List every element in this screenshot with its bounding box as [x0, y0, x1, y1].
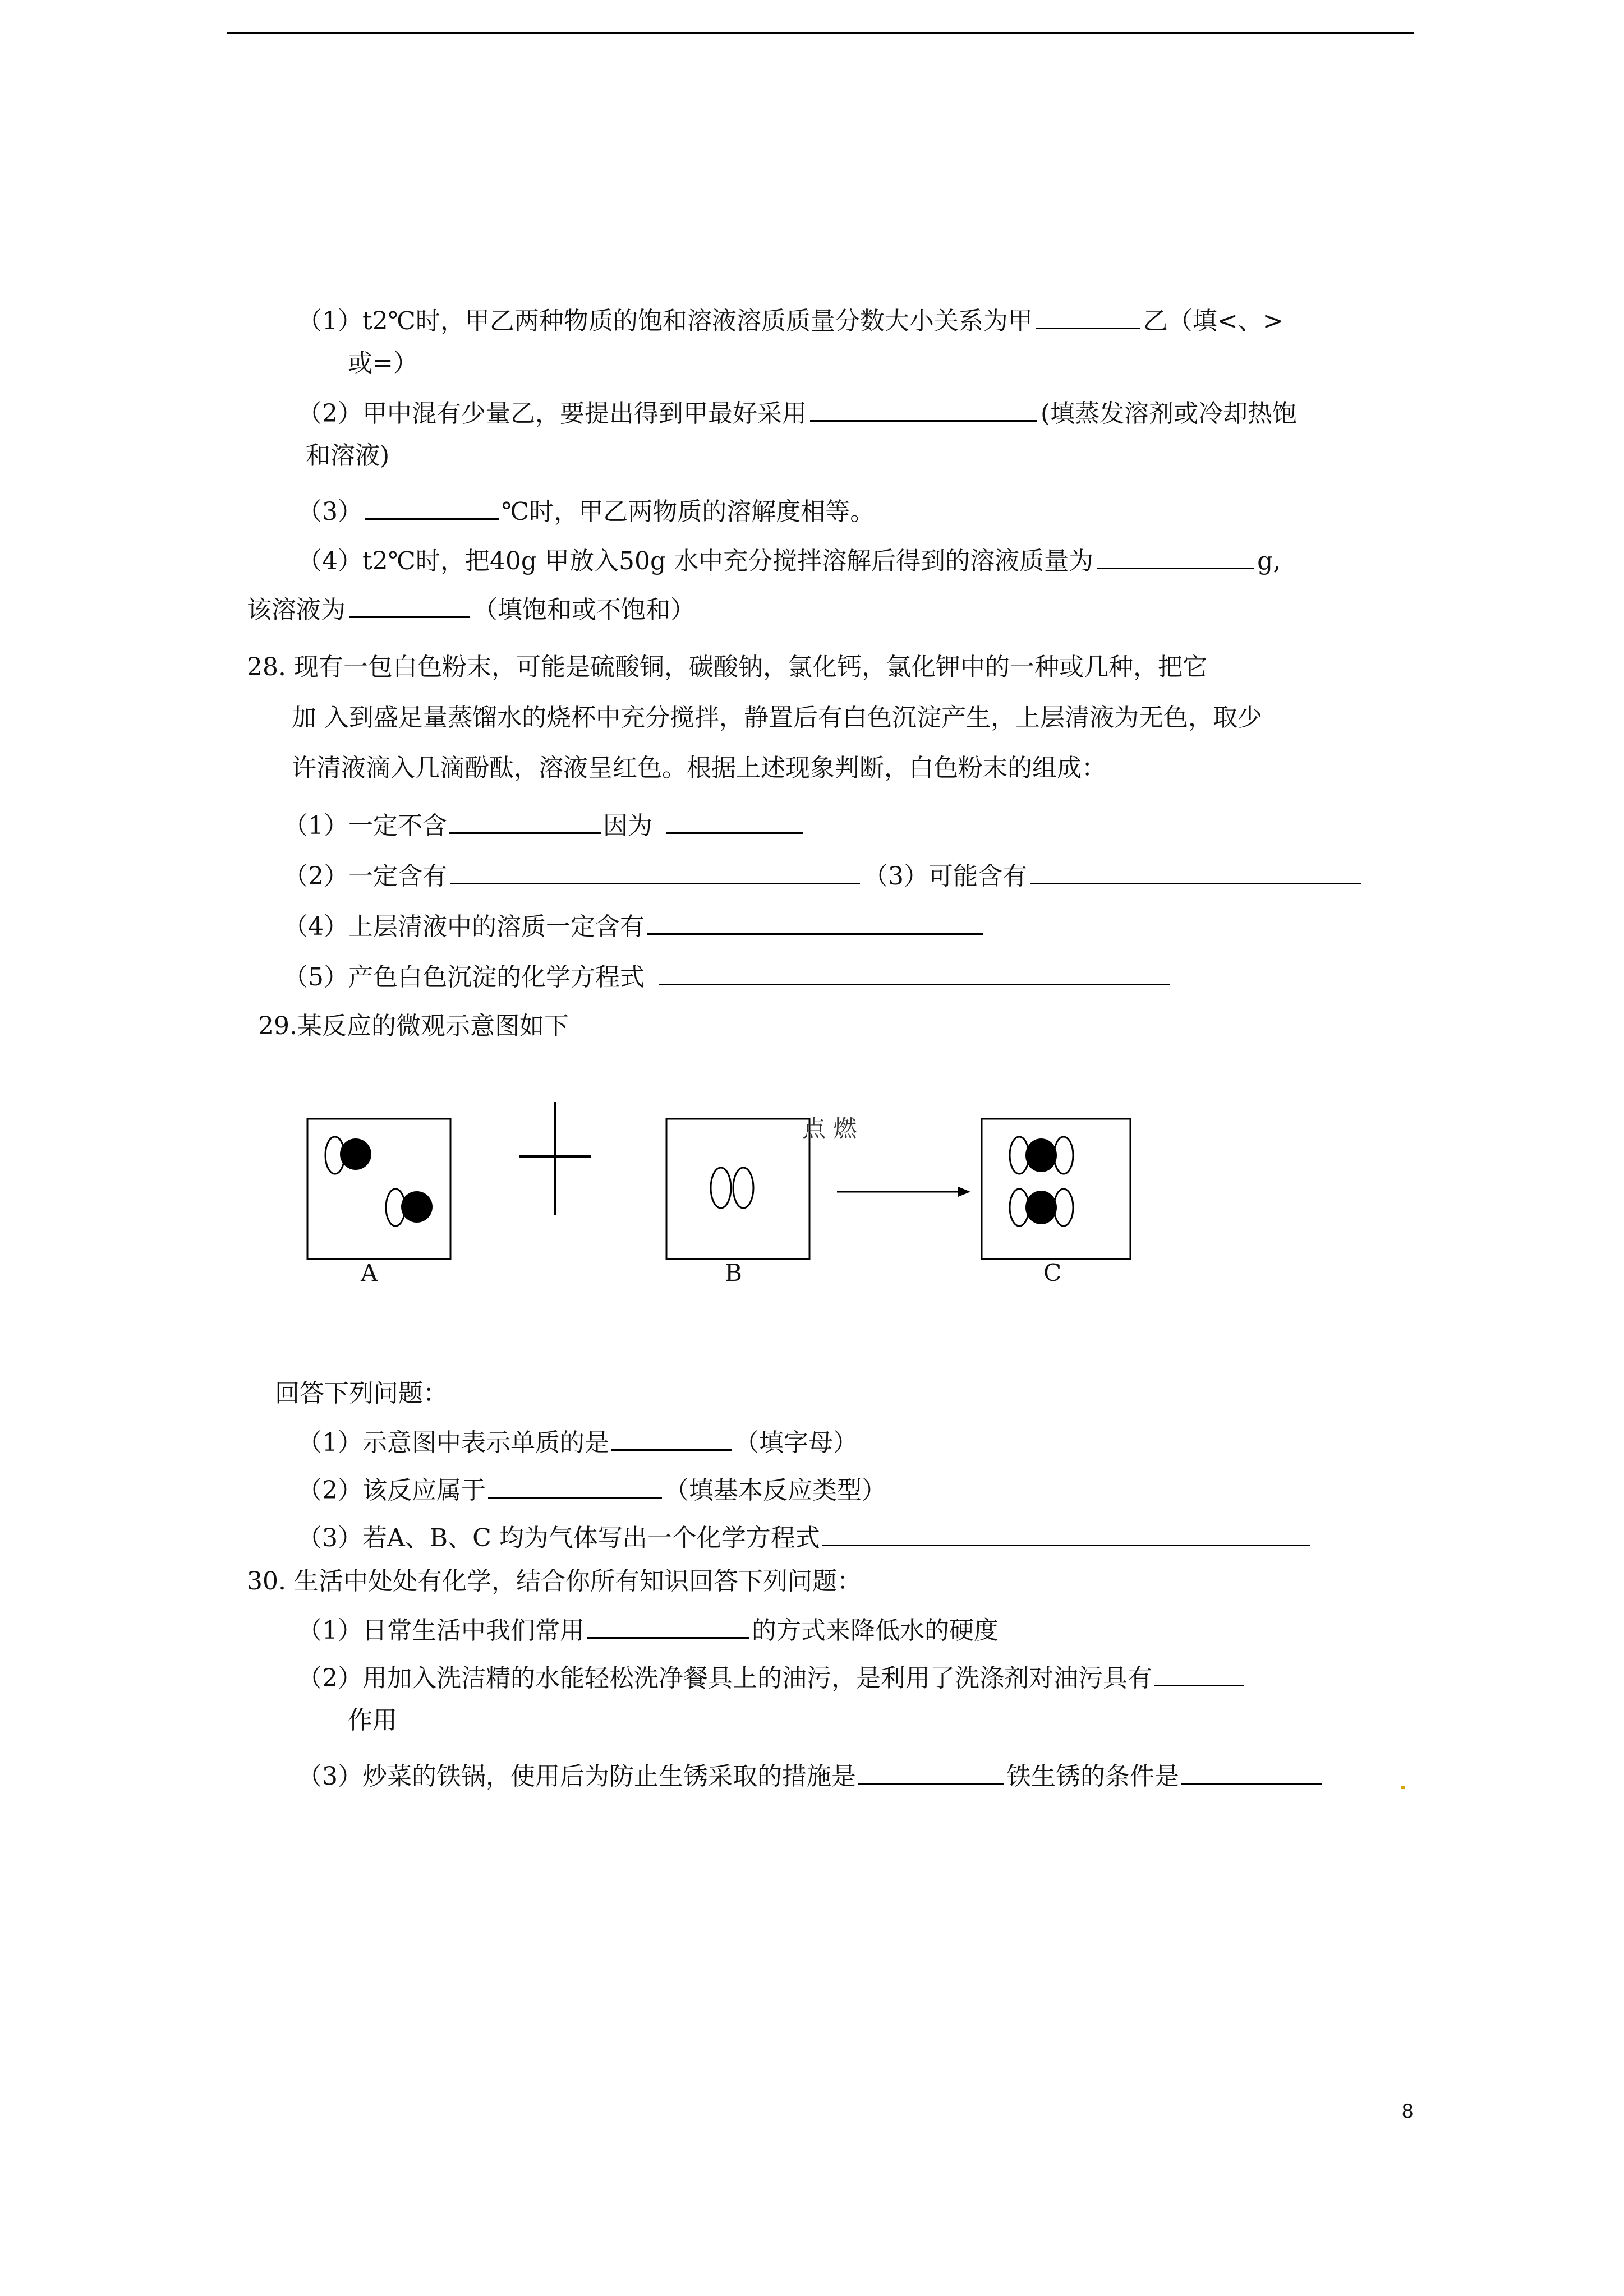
q29-sub-3: （3）若A、B、C 均为气体写出一个化学方程式 [297, 1520, 1313, 1555]
box-b [666, 1119, 809, 1259]
page-number: 8 [1401, 2100, 1414, 2123]
box-c [982, 1119, 1130, 1259]
q27-blank-3[interactable] [365, 494, 499, 520]
label-c: C [1043, 1259, 1062, 1287]
q29-sub-2: （2）该反应属于 （填基本反应类型） [297, 1472, 886, 1507]
white-atom [1054, 1137, 1073, 1174]
q27-line-2-cont: 和溶液) [306, 441, 390, 470]
q28-blank-2[interactable] [666, 808, 803, 834]
q30-blank-2[interactable] [1154, 1660, 1244, 1686]
reaction-condition-label: 点 燃 [802, 1115, 857, 1142]
label-b: B [725, 1259, 742, 1287]
arrow-head-icon [958, 1187, 970, 1197]
q28-stem-line-3: 许清液滴入几滴酚酞，溶液呈红色。根据上述现象判断，白色粉末的组成： [292, 754, 1106, 782]
q27-line-5: 该溶液为 （填饱和或不饱和） [247, 592, 695, 627]
q27-blank-4[interactable] [1097, 543, 1254, 569]
q27-line-2: （2）甲中混有少量乙，要提出得到甲最好采用 (填蒸发溶剂或冷却热饱 [297, 395, 1297, 431]
q27-blank-2[interactable] [810, 395, 1037, 422]
q27-line-3: （3） ℃时，甲乙两物质的溶解度相等。 [297, 494, 875, 529]
q27-line-4: （4）t2℃时，把40g 甲放入50g 水中充分搅拌溶解后得到的溶液质量为 g, [297, 543, 1281, 578]
q30-blank-4[interactable] [1181, 1758, 1322, 1785]
q28-blank-6[interactable] [659, 959, 1170, 985]
q30-sub-2: （2）用加入洗洁精的水能轻松洗净餐具上的油污，是利用了洗涤剂对油污具有 [297, 1660, 1244, 1695]
q29-blank-1[interactable] [611, 1424, 732, 1451]
white-atom [711, 1168, 731, 1208]
q28-sub-4: （4）上层清液中的溶质一定含有 [283, 909, 986, 944]
q28-stem-line-1: 28. 现有一包白色粉末，可能是硫酸铜，碳酸钠，氯化钙，氯化钾中的一种或几种，把它 [247, 653, 1207, 681]
header-rule [227, 32, 1414, 34]
white-atom [1054, 1189, 1073, 1226]
q30-sub-3: （3）炒菜的铁锅，使用后为防止生锈采取的措施是 铁生锈的条件是 [297, 1758, 1322, 1794]
q30-blank-1[interactable] [587, 1612, 749, 1639]
q29-blank-3[interactable] [822, 1520, 1310, 1546]
q30-stem: 30. 生活中处处有化学，结合你所有知识回答下列问题： [247, 1567, 862, 1596]
black-atom [1025, 1191, 1057, 1224]
q28-sub-5: （5）产色白色沉淀的化学方程式 [283, 959, 1170, 994]
q27-line-1-cont: 或=） [348, 349, 418, 377]
margin-mark [1401, 1786, 1405, 1789]
q28-blank-1[interactable] [449, 808, 601, 834]
black-atom [401, 1191, 433, 1223]
q30-sub-2-cont: 作用 [348, 1706, 397, 1735]
q29-sub-1: （1）示意图中表示单质的是 （填字母） [297, 1424, 858, 1460]
q29-prompt: 回答下列问题： [275, 1379, 448, 1408]
q28-sub-2-3: （2）一定含有 （3）可能含有 [283, 858, 1361, 893]
q27-blank-1[interactable] [1036, 303, 1140, 329]
q29-title: 29.某反应的微观示意图如下 [258, 1012, 569, 1040]
reaction-diagram [303, 1085, 1156, 1323]
q28-blank-4[interactable] [1030, 858, 1361, 884]
q29-blank-2[interactable] [488, 1472, 662, 1499]
black-atom [1025, 1138, 1057, 1172]
q28-stem-line-2: 加 入到盛足量蒸馏水的烧杯中充分搅拌，静置后有白色沉淀产生，上层清液为无色，取少 [292, 703, 1262, 732]
q27-blank-5[interactable] [349, 592, 470, 618]
q28-blank-3[interactable] [450, 858, 860, 884]
q30-blank-3[interactable] [858, 1758, 1004, 1785]
q28-blank-5[interactable] [647, 909, 983, 935]
label-a: A [361, 1259, 378, 1287]
q30-sub-1: （1）日常生活中我们常用 的方式来降低水的硬度 [297, 1612, 999, 1648]
black-atom [340, 1138, 371, 1170]
white-atom [733, 1168, 753, 1208]
q28-sub-1: （1）一定不含 因为 [283, 808, 803, 843]
q27-line-1: （1）t2℃时，甲乙两种物质的饱和溶液溶质质量分数大小关系为甲 乙（填<、> [297, 303, 1283, 338]
